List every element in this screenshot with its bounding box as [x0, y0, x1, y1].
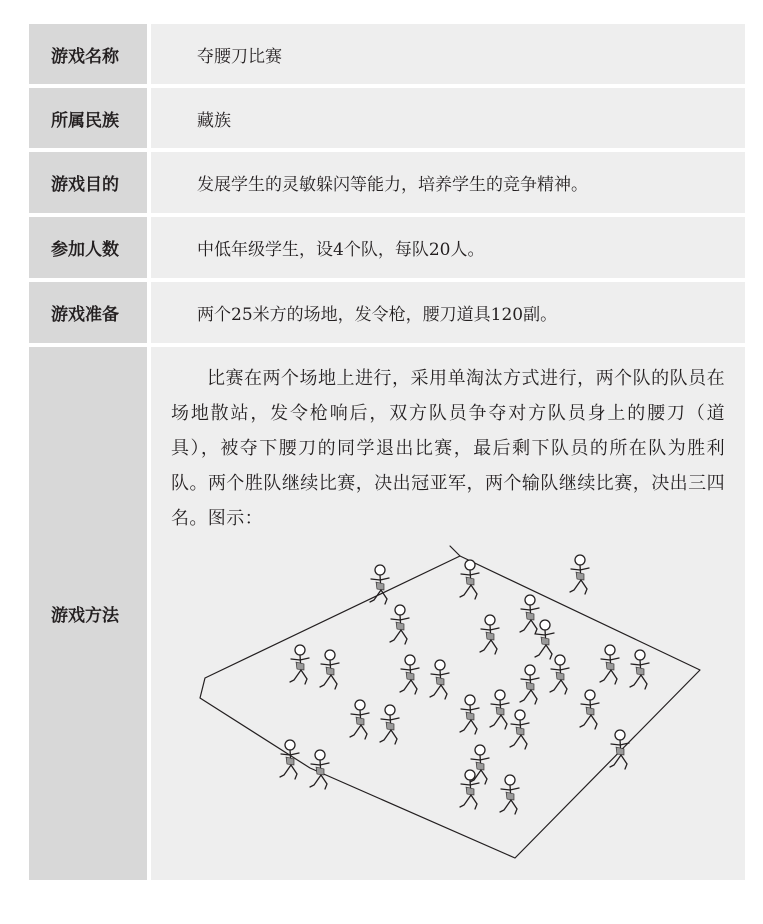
label-game-name: 游戏名称	[29, 24, 151, 84]
player-figure	[460, 560, 479, 599]
label-participants: 参加人数	[29, 217, 151, 278]
method-description: 比赛在两个场地上进行，采用单淘汰方式进行，两个队的队员在场地散站，发令枪响后，双方队员争夺对方队员身上的腰刀（道具），被夺下腰刀的同学退出比赛，最后剩下队员的所在队为胜利队。两个胜队继续比赛，决出冠亚军，两个输队继续比赛，决出三四名。图示：	[171, 368, 725, 529]
value-preparation: 两个25米方的场地，发令枪，腰刀道具120副。	[151, 282, 745, 343]
player-figure	[400, 655, 419, 694]
player-figure	[510, 710, 529, 749]
label-ethnic-group: 所属民族	[29, 88, 151, 148]
row-game-purpose	[29, 152, 745, 217]
player-figure	[610, 730, 629, 769]
value-ethnic-group: 藏族	[151, 88, 745, 148]
player-figure	[580, 690, 599, 729]
player-figure	[290, 645, 309, 684]
player-figure	[430, 660, 449, 699]
row-preparation	[29, 282, 745, 347]
player-figure	[520, 595, 539, 634]
label-game-method: 游戏方法	[29, 347, 151, 880]
label-preparation: 游戏准备	[29, 282, 151, 343]
player-figure	[460, 695, 479, 734]
player-figure	[630, 650, 649, 689]
label-game-purpose: 游戏目的	[29, 152, 151, 213]
value-game-purpose: 发展学生的灵敏躲闪等能力，培养学生的竞争精神。	[151, 152, 745, 213]
player-figure	[320, 650, 339, 689]
player-figure	[600, 645, 619, 684]
player-figure	[535, 620, 554, 659]
row-ethnic-group	[29, 88, 745, 152]
field-boundary	[200, 556, 700, 858]
value-participants: 中低年级学生，设4个队，每队20人。	[151, 217, 745, 278]
player-figure	[570, 555, 589, 594]
player-figure	[490, 690, 509, 729]
player-figure	[550, 655, 569, 694]
player-figure	[390, 605, 409, 644]
row-participants	[29, 217, 745, 282]
value-game-name: 夺腰刀比赛	[151, 24, 745, 84]
row-game-name	[29, 24, 745, 88]
player-figure	[480, 615, 499, 654]
game-field-illustration	[170, 538, 720, 878]
player-figure	[380, 705, 399, 744]
player-figure	[350, 700, 369, 739]
player-figure	[520, 665, 539, 704]
player-figure	[500, 775, 519, 814]
